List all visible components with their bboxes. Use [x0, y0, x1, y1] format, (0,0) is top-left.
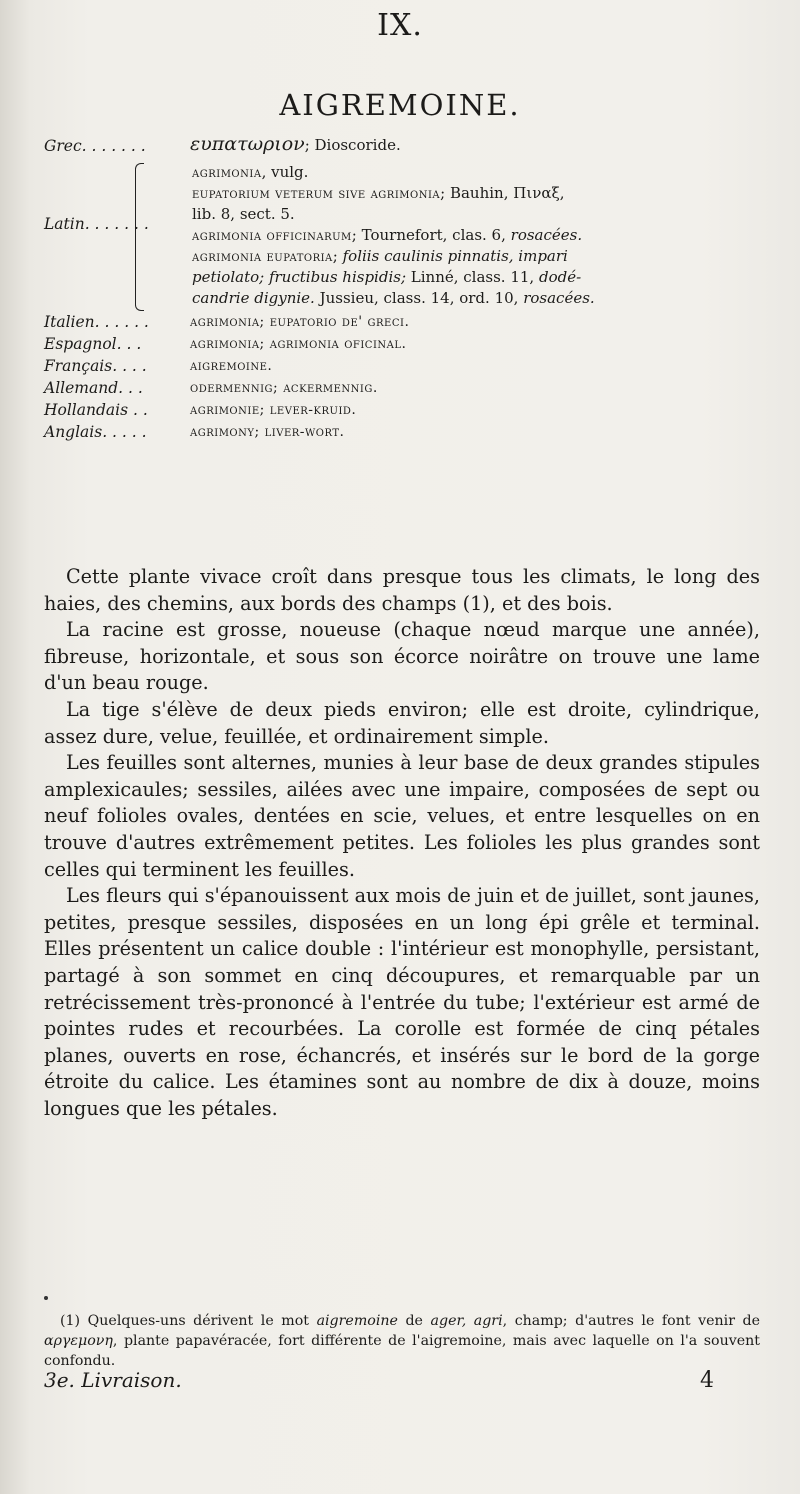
- latin-sc: agrimonia officinarum: [192, 228, 352, 244]
- page-number: 4: [700, 1368, 714, 1393]
- page-title: AIGREMOINE.: [279, 88, 521, 122]
- synonym-value: agrimonie; lever-kruid.: [190, 402, 357, 418]
- latin-italic: rosacées.: [523, 289, 595, 307]
- paragraph: La racine est grosse, noueuse (chaque nœud marque une année), fibreuse, horizontale, et sous son écorce noirâtre on trouve une lame d'un beau rouge.: [44, 618, 760, 695]
- fn-text: , champ; d'autres le font venir de: [502, 1313, 761, 1329]
- latin-sc: agrimonia: [192, 165, 262, 181]
- greek-author: ; Dioscoride.: [304, 136, 401, 154]
- latin-rest: ; Bauhin, Πιναξ,: [440, 184, 565, 202]
- greek-name: ευπατωριον: [190, 133, 305, 155]
- lang-label: Italien. . . . . .: [44, 313, 149, 331]
- latin-italic: rosacées.: [510, 226, 583, 244]
- fn-text: de: [405, 1313, 423, 1329]
- fn-text: , plante papavéracée, fort différente de l'aigremoine, mais avec laquelle on l'a souvent confondu.: [44, 1333, 760, 1369]
- latin-line: [192, 204, 295, 225]
- latin-sc: agrimonia eupatoria: [192, 249, 333, 265]
- latin-line: [192, 246, 568, 268]
- footnote: [44, 1311, 760, 1371]
- latin-line: [192, 183, 564, 205]
- paragraph: La tige s'élève de deux pieds environ; elle est droite, cylindrique, assez dure, velue, feuillée, et ordinairement simple.: [44, 697, 760, 748]
- latin-italic: petiolato; fructibus hispidis;: [192, 268, 406, 286]
- footnote-mark: [44, 1296, 48, 1300]
- latin-rest: lib. 8, sect. 5.: [192, 205, 295, 223]
- latin-line: [192, 225, 582, 247]
- synonym-value: agrimonia; agrimonia oficinal.: [190, 336, 407, 352]
- synonym-value: aigremoine.: [190, 358, 273, 374]
- latin-rest: , vulg.: [261, 163, 309, 181]
- paragraph: Les feuilles sont alternes, munies à leur base de deux grandes stipules amplexicaules; sessiles, ailées avec une impaire, composées de sept ou neuf folioles ovales, dentées en scie, velues, et entre lesquelles on en trouve d'autres extrêmement petites. Les folioles les plus grandes sont celles qui terminent les feuilles.: [44, 751, 760, 881]
- synonym-value: agrimony; liver-wort.: [190, 424, 345, 440]
- synonym-value: [190, 134, 401, 156]
- synonym-value: odermennig; ackermennig.: [190, 380, 378, 396]
- paragraph: Cette plante vivace croît dans presque tous les climats, le long des haies, des chemins, aux bords des champs (1), et des bois.: [44, 565, 760, 615]
- synonym-latin: [44, 162, 774, 312]
- synonym-value: agrimonia; eupatorio de' greci.: [190, 314, 410, 330]
- latin-rest: ;: [332, 247, 338, 265]
- body-text: [44, 564, 760, 1122]
- fn-text: (1) Quelques-uns dérivent le mot: [60, 1313, 309, 1329]
- lang-label: Latin. . . . . . .: [44, 215, 149, 233]
- signature-mark: 3e. Livraison.: [44, 1368, 182, 1392]
- latin-italic: dodé-: [538, 268, 582, 286]
- fn-greek: αργεμονη: [44, 1333, 113, 1349]
- paragraph: Les fleurs qui s'épanouissent aux mois de juin et de juillet, sont jaunes, petites, presque sessiles, disposées en un long épi grêle et terminal. Elles présentent un calice double : l'intérieur est monophylle, persistant, partagé à son sommet en cinq découpures, et remarquable par un retrécissement très-prononcé à l'entrée du tube; l'extérieur est armé de pointes rudes et recourbées. La corolle est formée de cinq pétales planes, ouverts en rose, échancrés, et insérés sur le bord de la gorge étroite du calice. Les étamines sont au nombre de dix à douze, moins longues que les pétales.: [44, 884, 760, 1120]
- latin-line: [192, 288, 595, 309]
- latin-italic: foliis caulinis pinnatis, impari: [342, 247, 568, 265]
- lang-label: Espagnol. . .: [44, 335, 142, 353]
- folio-number: IX.: [377, 8, 423, 43]
- fn-italic: ager, agri: [430, 1313, 503, 1329]
- lang-label: Hollandais . .: [44, 401, 148, 419]
- latin-rest: ; Tournefort, clas. 6,: [351, 226, 506, 244]
- lang-label: Anglais. . . . .: [44, 423, 147, 441]
- lang-label: Allemand. . .: [44, 379, 143, 397]
- fn-italic: aigremoine: [316, 1313, 398, 1329]
- lang-label: Grec. . . . . . .: [44, 137, 146, 155]
- latin-line: [192, 162, 308, 184]
- latin-rest: Linné, class. 11,: [410, 268, 535, 286]
- latin-line: [192, 267, 581, 288]
- latin-rest: Jussieu, class. 14, ord. 10,: [319, 289, 519, 307]
- latin-sc: eupatorium veterum sive agrimonia: [192, 186, 441, 202]
- lang-label: Français. . . .: [44, 357, 147, 375]
- latin-italic: candrie digynie.: [192, 289, 315, 307]
